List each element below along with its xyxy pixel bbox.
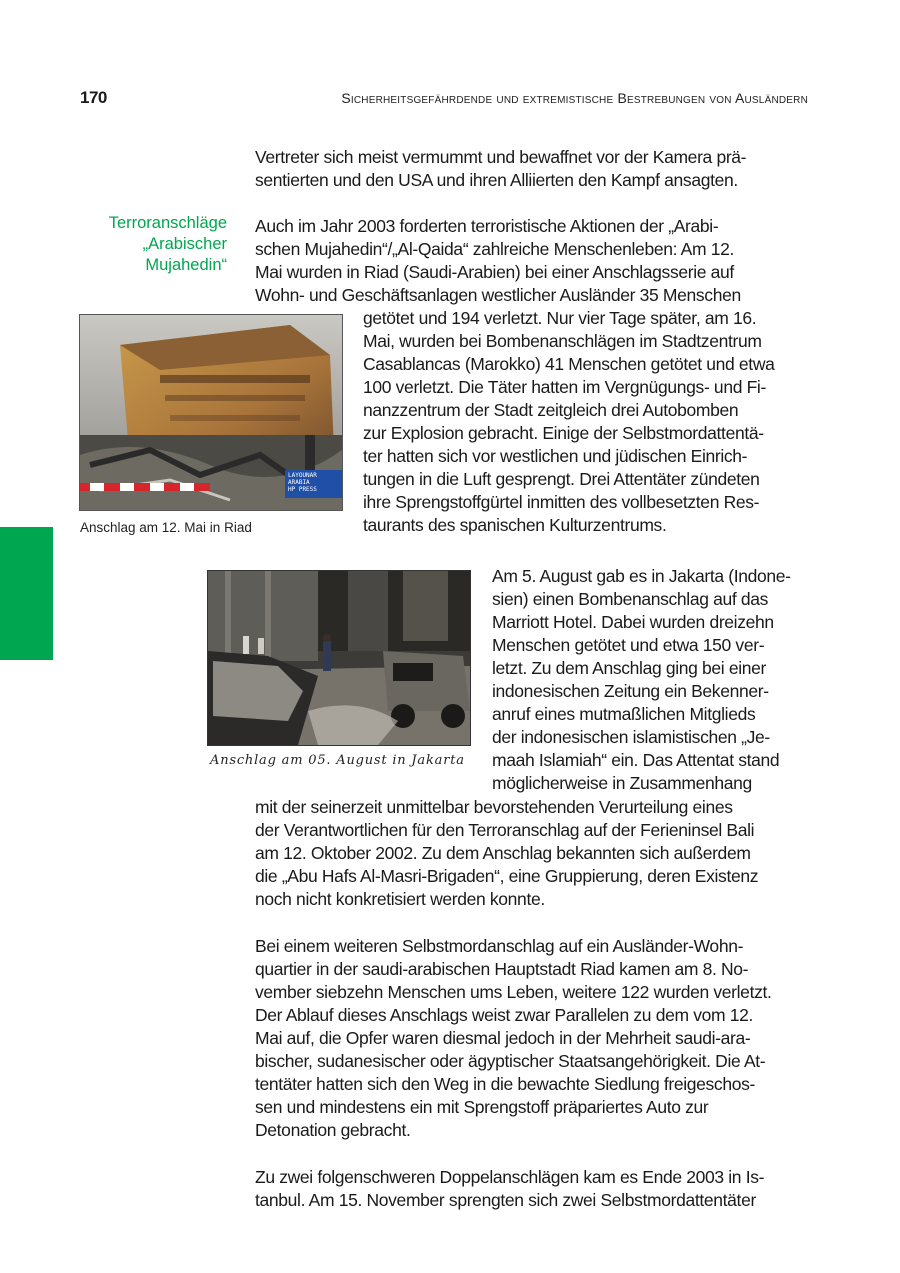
text-line: indonesischen Zeitung ein Bekenner- [492, 681, 769, 701]
text-line: möglicherweise in Zusammenhang [492, 773, 752, 793]
margin-note-line: Terroranschläge [108, 214, 227, 232]
text-line: quartier in der saudi-arabischen Hauptstadt Riad kamen am 8. No- [255, 959, 749, 979]
margin-note-line: „Arabischer [142, 235, 227, 253]
page-number: 170 [80, 88, 107, 107]
text-line: mit der seinerzeit unmittelbar bevorstehenden Verurteilung eines [255, 797, 733, 817]
text-line: Der Ablauf dieses Anschlags weist zwar Parallelen zu dem vom 12. [255, 1005, 753, 1025]
text-line: sen und mindestens ein mit Sprengstoff präpariertes Auto zur [255, 1097, 709, 1117]
text-line: der indonesischen islamistischen „Je- [492, 727, 770, 747]
photo-riad [79, 314, 343, 511]
text-line: ihre Sprengstoffgürtel inmitten des vollbesetzten Res- [363, 492, 760, 512]
text-line: Mai wurden in Riad (Saudi-Arabien) bei einer Anschlagsserie auf [255, 262, 734, 282]
overlay-line: ARABIA [288, 479, 310, 486]
text-line: der Verantwortlichen für den Terroranschlag auf der Ferieninsel Bali [255, 820, 755, 840]
text-line: Menschen getötet und etwa 150 ver- [492, 635, 765, 655]
paragraph-riad-november [255, 935, 772, 1142]
overlay-line: HP PRESS [288, 486, 317, 493]
text-line: Zu zwei folgenschweren Doppelanschlägen kam es Ende 2003 in Is- [255, 1167, 765, 1187]
text-line: tanbul. Am 15. November sprengten sich zwei Selbstmordattentäter [255, 1190, 756, 1210]
text-line: maah Islamiah“ ein. Das Attentat stand [492, 750, 780, 770]
text-line: nanzzentrum der Stadt zeitgleich drei Autobomben [363, 400, 739, 420]
text-line: anruf eines mutmaßlichen Mitglieds [492, 704, 756, 724]
text-line: getötet und 194 verletzt. Nur vier Tage später, am 16. [363, 308, 757, 328]
text-line: Mai auf, die Opfer waren diesmal jedoch in der Mehrheit saudi-ara- [255, 1028, 751, 1048]
photo-overlay-label [288, 472, 317, 493]
text-line: 100 verletzt. Die Täter hatten im Vergnügungs- und Fi- [363, 377, 766, 397]
text-line: sentierten und den USA und ihren Alliierten den Kampf ansagten. [255, 170, 738, 190]
paragraph-riad-casablanca-wrapped [363, 307, 775, 537]
running-header: Sicherheitsgefährdende und extremistische Bestrebungen von Ausländern [341, 90, 808, 106]
text-line: sien) einen Bombenanschlag auf das [492, 589, 769, 609]
text-line: Marriott Hotel. Dabei wurden dreizehn [492, 612, 774, 632]
text-line: noch nicht konkretisiert werden konnte. [255, 889, 545, 909]
text-line: tungen in die Luft gesprengt. Drei Attentäter zündeten [363, 469, 760, 489]
photo-jakarta [207, 570, 471, 746]
text-line: schen Mujahedin“/„Al-Qaida“ zahlreiche Menschenleben: Am 12. [255, 239, 734, 259]
text-line: ter hatten sich vor westlichen und jüdischen Einrich- [363, 446, 748, 466]
text-line: am 12. Oktober 2002. Zu dem Anschlag bekannten sich außerdem [255, 843, 751, 863]
photo-caption-riad: Anschlag am 12. Mai in Riad [80, 520, 252, 535]
section-tab-marker [0, 527, 53, 660]
text-line: bischer, sudanesischer oder ägyptischer Staatsangehörigkeit. Die At- [255, 1051, 766, 1071]
text-line: letzt. Zu dem Anschlag ging bei einer [492, 658, 767, 678]
intro-paragraph [255, 146, 746, 192]
text-line: tentäter hatten sich den Weg in die bewachte Siedlung freigeschos- [255, 1074, 755, 1094]
text-line: Mai, wurden bei Bombenanschlägen im Stadtzentrum [363, 331, 762, 351]
paragraph-jakarta-wrapped [492, 565, 791, 795]
text-line: vember siebzehn Menschen ums Leben, weitere 122 wurden verletzt. [255, 982, 772, 1002]
paragraph-jakarta [255, 796, 758, 911]
paragraph-riad-casablanca [255, 215, 741, 307]
text-line: Detonation gebracht. [255, 1120, 411, 1140]
text-line: die „Abu Hafs Al-Masri-Brigaden“, eine Gruppierung, deren Existenz [255, 866, 759, 886]
text-line: Auch im Jahr 2003 forderten terroristische Aktionen der „Arabi- [255, 216, 719, 236]
text-line: Bei einem weiteren Selbstmordanschlag auf ein Ausländer-Wohn- [255, 936, 744, 956]
photo-caption-jakarta: Anschlag am 05. August in Jakarta [210, 753, 465, 768]
text-line: taurants des spanischen Kulturzentrums. [363, 515, 667, 535]
margin-note-line: Mujahedin“ [145, 256, 227, 274]
paragraph-istanbul [255, 1166, 764, 1212]
text-line: Wohn- und Geschäftsanlagen westlicher Ausländer 35 Menschen [255, 285, 741, 305]
text-line: Vertreter sich meist vermummt und bewaffnet vor der Kamera prä- [255, 147, 747, 167]
overlay-line: LAYOUNAR [288, 472, 317, 479]
text-line: Am 5. August gab es in Jakarta (Indone- [492, 566, 791, 586]
margin-note [109, 213, 227, 276]
text-line: zur Explosion gebracht. Einige der Selbstmordattentä- [363, 423, 764, 443]
text-line: Casablancas (Marokko) 41 Menschen getötet und etwa [363, 354, 775, 374]
